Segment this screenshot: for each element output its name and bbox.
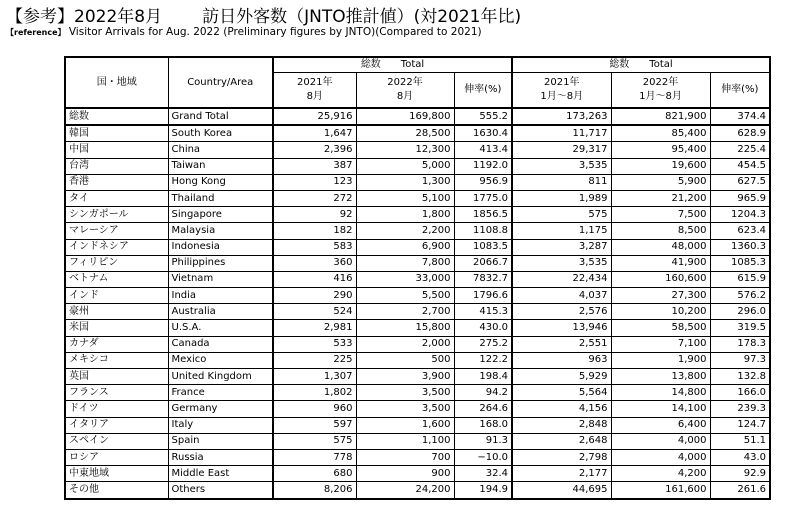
ytd-2021-cell: 3,287 [512,239,611,255]
month-2022-cell: 5,000 [356,158,454,174]
ytd-growth-cell: 576.2 [710,288,770,304]
ytd-growth-cell: 132.8 [710,369,770,385]
ytd-2022-cell: 27,300 [611,288,710,304]
month-2022-cell: 3,500 [356,385,454,401]
country-en-cell: Mexico [168,352,273,368]
month-2022-cell: 12,300 [356,142,454,158]
ytd-growth-cell: 166.0 [710,385,770,401]
ytd-2021-cell: 2,177 [512,466,611,482]
table-row [65,158,770,174]
month-growth-cell: 194.9 [454,482,512,499]
ytd-2021-cell: 811 [512,174,611,190]
ytd-growth-cell: 43.0 [710,449,770,465]
ytd-2021-cell: 2,551 [512,336,611,352]
country-jp-cell: 韓国 [65,125,168,142]
month-2021-cell: 2,981 [273,320,356,336]
ytd-2022-cell: 85,400 [611,125,710,142]
ytd-2022-cell: 19,600 [611,158,710,174]
country-jp-cell: スペイン [65,433,168,449]
month-growth-cell: 91.3 [454,433,512,449]
ytd-2022-cell: 7,100 [611,336,710,352]
month-growth-cell: 1083.5 [454,239,512,255]
country-en-cell: Australia [168,304,273,320]
table-row [65,417,770,433]
country-en-cell: Vietnam [168,271,273,287]
month-growth-cell: 7832.7 [454,271,512,287]
ytd-growth-cell: 97.3 [710,352,770,368]
month-2021-cell: 960 [273,401,356,417]
ytd-2022-cell: 160,600 [611,271,710,287]
ytd-2022-cell: 41,900 [611,255,710,271]
country-jp-cell: タイ [65,190,168,206]
ytd-2021-cell: 4,156 [512,401,611,417]
month-2022-cell: 3,900 [356,369,454,385]
month-2021-cell: 25,916 [273,108,356,125]
ytd-2022-cell: 8,500 [611,223,710,239]
ytd-2021-cell: 11,717 [512,125,611,142]
country-jp-cell: ドイツ [65,401,168,417]
country-en-cell: India [168,288,273,304]
country-jp-cell: ベトナム [65,271,168,287]
ytd-2021-cell: 13,946 [512,320,611,336]
month-2022-cell: 1,600 [356,417,454,433]
country-jp-cell: 米国 [65,320,168,336]
ytd-2021-cell: 5,564 [512,385,611,401]
ytd-2022-cell: 6,400 [611,417,710,433]
header-country-jp: 国・地域 [65,57,168,108]
month-2022-cell: 24,200 [356,482,454,499]
page-title [6,2,521,27]
table-row [65,466,770,482]
reference-tag: 【reference】 [6,28,66,37]
ytd-growth-cell: 124.7 [710,417,770,433]
ytd-2022-cell: 7,500 [611,207,710,223]
month-2021-cell: 8,206 [273,482,356,499]
table-row [65,433,770,449]
header-2022-ytd: 2022年 1月～8月 [611,73,710,109]
country-en-cell: Singapore [168,207,273,223]
month-2021-cell: 123 [273,174,356,190]
month-2021-cell: 1,307 [273,369,356,385]
table-row [65,385,770,401]
ytd-2022-cell: 10,200 [611,304,710,320]
title-sub: 訪日外客数（JNTO推計値）(対2021年比) [202,7,522,27]
ytd-growth-cell: 92.9 [710,466,770,482]
country-jp-cell: 中東地域 [65,466,168,482]
ytd-2022-cell: 48,000 [611,239,710,255]
ytd-2021-cell: 1,175 [512,223,611,239]
country-en-cell: Italy [168,417,273,433]
header-group-month: 総数 Total [273,57,512,73]
ytd-growth-cell: 1085.3 [710,255,770,271]
country-en-cell: Germany [168,401,273,417]
ytd-2021-cell: 963 [512,352,611,368]
country-en-cell: South Korea [168,125,273,142]
month-2022-cell: 700 [356,449,454,465]
month-2022-cell: 5,500 [356,288,454,304]
month-2022-cell: 169,800 [356,108,454,125]
country-en-cell: China [168,142,273,158]
country-jp-cell: シンガポール [65,207,168,223]
ytd-2022-cell: 4,200 [611,466,710,482]
month-2021-cell: 575 [273,433,356,449]
month-2022-cell: 6,900 [356,239,454,255]
country-jp-cell: マレーシア [65,223,168,239]
ytd-2022-cell: 4,000 [611,449,710,465]
country-en-cell: Thailand [168,190,273,206]
country-jp-cell: 香港 [65,174,168,190]
month-growth-cell: 264.6 [454,401,512,417]
table-row [65,304,770,320]
ytd-2021-cell: 44,695 [512,482,611,499]
month-2022-cell: 500 [356,352,454,368]
country-en-cell: Others [168,482,273,499]
page-subtitle [6,26,482,38]
ytd-growth-cell: 296.0 [710,304,770,320]
month-growth-cell: 94.2 [454,385,512,401]
ytd-growth-cell: 178.3 [710,336,770,352]
country-jp-cell: インドネシア [65,239,168,255]
ytd-growth-cell: 225.4 [710,142,770,158]
month-2022-cell: 2,000 [356,336,454,352]
ytd-growth-cell: 51.1 [710,433,770,449]
ytd-growth-cell: 374.4 [710,108,770,125]
table-row [65,174,770,190]
month-2021-cell: 2,396 [273,142,356,158]
ytd-2022-cell: 58,500 [611,320,710,336]
country-jp-cell: 中国 [65,142,168,158]
table-row [65,288,770,304]
table-row [65,142,770,158]
ytd-growth-cell: 239.3 [710,401,770,417]
month-growth-cell: 122.2 [454,352,512,368]
country-jp-cell: フランス [65,385,168,401]
country-en-cell: Philippines [168,255,273,271]
month-2021-cell: 524 [273,304,356,320]
country-jp-cell: 英国 [65,369,168,385]
header-2022-month: 2022年 8月 [356,73,454,109]
ytd-growth-cell: 454.5 [710,158,770,174]
table-row [65,352,770,368]
header-country-en: Country/Area [168,57,273,108]
country-en-cell: Hong Kong [168,174,273,190]
country-en-cell: Middle East [168,466,273,482]
table-row [65,239,770,255]
month-2021-cell: 272 [273,190,356,206]
month-growth-cell: 956.9 [454,174,512,190]
ytd-2021-cell: 575 [512,207,611,223]
country-en-cell: United Kingdom [168,369,273,385]
month-2021-cell: 225 [273,352,356,368]
ytd-2021-cell: 2,798 [512,449,611,465]
month-2022-cell: 28,500 [356,125,454,142]
ytd-2021-cell: 2,576 [512,304,611,320]
ytd-2021-cell: 4,037 [512,288,611,304]
ytd-growth-cell: 628.9 [710,125,770,142]
table-row [65,401,770,417]
header-group-ytd: 総数 Total [512,57,770,73]
month-2021-cell: 182 [273,223,356,239]
ytd-growth-cell: 1204.3 [710,207,770,223]
month-2021-cell: 1,647 [273,125,356,142]
ytd-2022-cell: 21,200 [611,190,710,206]
header-growth-month: 伸率(%) [454,73,512,109]
ytd-2021-cell: 2,648 [512,433,611,449]
country-en-cell: Malaysia [168,223,273,239]
table-row [65,255,770,271]
month-2021-cell: 290 [273,288,356,304]
table-row [65,336,770,352]
month-growth-cell: 1630.4 [454,125,512,142]
ytd-2022-cell: 1,900 [611,352,710,368]
month-growth-cell: 413.4 [454,142,512,158]
month-2022-cell: 1,300 [356,174,454,190]
month-2021-cell: 360 [273,255,356,271]
month-2021-cell: 1,802 [273,385,356,401]
table-row [65,125,770,142]
month-2021-cell: 597 [273,417,356,433]
ytd-2022-cell: 14,100 [611,401,710,417]
month-2022-cell: 15,800 [356,320,454,336]
month-2022-cell: 2,700 [356,304,454,320]
table-row [65,482,770,499]
month-growth-cell: 2066.7 [454,255,512,271]
ytd-2021-cell: 29,317 [512,142,611,158]
country-jp-cell: メキシコ [65,352,168,368]
ytd-growth-cell: 1360.3 [710,239,770,255]
month-2021-cell: 533 [273,336,356,352]
country-jp-cell: カナダ [65,336,168,352]
ytd-growth-cell: 615.9 [710,271,770,287]
ytd-2022-cell: 4,000 [611,433,710,449]
ytd-2021-cell: 3,535 [512,255,611,271]
month-2021-cell: 583 [273,239,356,255]
country-en-cell: France [168,385,273,401]
month-2022-cell: 3,500 [356,401,454,417]
country-jp-cell: ロシア [65,449,168,465]
country-jp-cell: 台湾 [65,158,168,174]
table-body [65,108,770,499]
month-growth-cell: 430.0 [454,320,512,336]
header-2021-ytd: 2021年 1月～8月 [512,73,611,109]
month-growth-cell: 275.2 [454,336,512,352]
country-en-cell: Spain [168,433,273,449]
header-growth-ytd: 伸率(%) [710,73,770,109]
ytd-2022-cell: 821,900 [611,108,710,125]
country-en-cell: Grand Total [168,108,273,125]
month-2022-cell: 33,000 [356,271,454,287]
month-2022-cell: 5,100 [356,190,454,206]
country-en-cell: Canada [168,336,273,352]
ytd-2022-cell: 161,600 [611,482,710,499]
month-growth-cell: 168.0 [454,417,512,433]
month-2021-cell: 387 [273,158,356,174]
ytd-2022-cell: 5,900 [611,174,710,190]
table-row [65,369,770,385]
ytd-growth-cell: 261.6 [710,482,770,499]
month-2021-cell: 92 [273,207,356,223]
month-growth-cell: 1192.0 [454,158,512,174]
ytd-2021-cell: 22,434 [512,271,611,287]
table-row [65,207,770,223]
month-2022-cell: 7,800 [356,255,454,271]
table-row [65,223,770,239]
month-2021-cell: 680 [273,466,356,482]
ytd-2021-cell: 2,848 [512,417,611,433]
country-jp-cell: 豪州 [65,304,168,320]
month-2021-cell: 416 [273,271,356,287]
month-growth-cell: 1108.8 [454,223,512,239]
table-row [65,108,770,125]
country-jp-cell: フィリピン [65,255,168,271]
title-main: 【参考】2022年8月 [6,7,163,27]
country-en-cell: Russia [168,449,273,465]
table-row [65,190,770,206]
ytd-2022-cell: 14,800 [611,385,710,401]
subtitle-text: Visitor Arrivals for Aug. 2022 (Preliminary figures by JNTO)(Compared to 2021) [68,26,482,38]
table-row [65,320,770,336]
ytd-2022-cell: 95,400 [611,142,710,158]
month-growth-cell: 555.2 [454,108,512,125]
country-en-cell: Indonesia [168,239,273,255]
month-growth-cell: 32.4 [454,466,512,482]
month-growth-cell: 1775.0 [454,190,512,206]
header-2021-month: 2021年 8月 [273,73,356,109]
ytd-2021-cell: 1,989 [512,190,611,206]
month-growth-cell: 1856.5 [454,207,512,223]
ytd-growth-cell: 627.5 [710,174,770,190]
ytd-2021-cell: 3,535 [512,158,611,174]
table-row [65,271,770,287]
table-row [65,449,770,465]
month-growth-cell: 415.3 [454,304,512,320]
country-jp-cell: イタリア [65,417,168,433]
ytd-growth-cell: 623.4 [710,223,770,239]
arrivals-table [64,56,771,500]
month-2022-cell: 1,800 [356,207,454,223]
month-2022-cell: 1,100 [356,433,454,449]
ytd-2022-cell: 13,800 [611,369,710,385]
ytd-2021-cell: 173,263 [512,108,611,125]
month-2022-cell: 2,200 [356,223,454,239]
month-2021-cell: 778 [273,449,356,465]
ytd-growth-cell: 965.9 [710,190,770,206]
country-en-cell: U.S.A. [168,320,273,336]
month-growth-cell: 198.4 [454,369,512,385]
month-growth-cell: −10.0 [454,449,512,465]
ytd-growth-cell: 319.5 [710,320,770,336]
month-2022-cell: 900 [356,466,454,482]
country-jp-cell: 総数 [65,108,168,125]
country-jp-cell: その他 [65,482,168,499]
month-growth-cell: 1796.6 [454,288,512,304]
country-en-cell: Taiwan [168,158,273,174]
country-jp-cell: インド [65,288,168,304]
ytd-2021-cell: 5,929 [512,369,611,385]
